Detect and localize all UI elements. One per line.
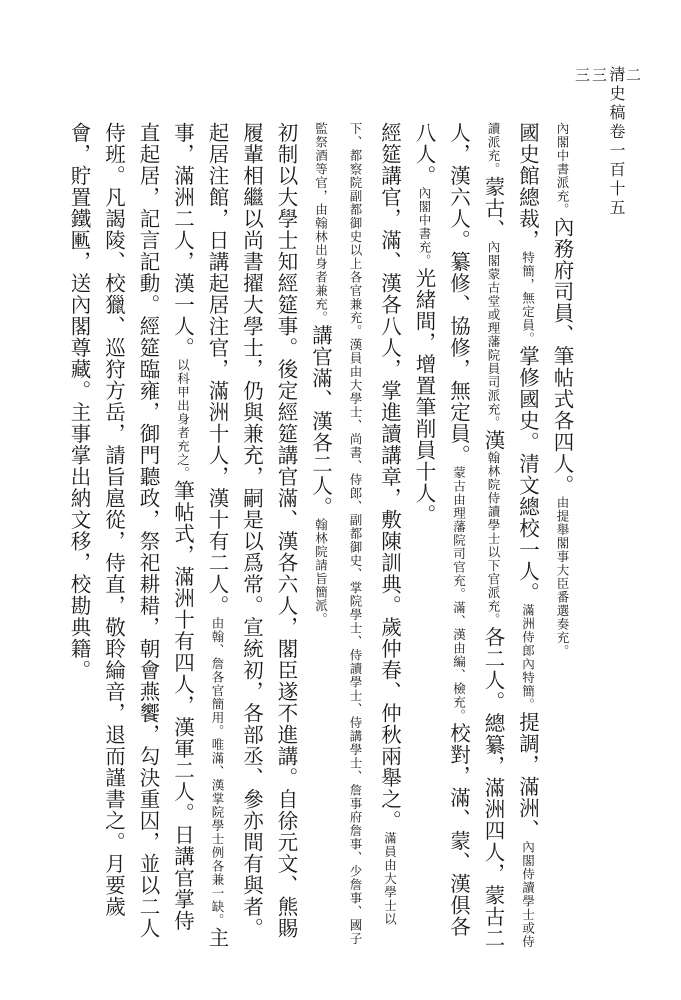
main-text-run: 光緒間，增置筆削員十人。 [412,267,436,526]
annotation: 蒙古由理藩院司官充。滿、漢由編、檢充。 [451,466,467,723]
main-text-run: 主事，滿洲二人，漢一人。 [170,122,229,949]
main-text [67,122,579,952]
paragraph-neige-zhongshu [545,122,580,952]
main-text-run: 各二人。總纂，滿洲四人，蒙古二人，漢六人。纂修、協修，無定員。 [446,122,505,949]
main-text-run: 校對，滿、蒙、漢俱各八人。 [412,122,471,938]
running-header-title: 清史稿卷一百十五 [607,66,626,218]
annotation: 滿員由大學士以下、都察院副都御史以上各官兼充。漢員由大學士、尚書、侍郎、副都御史、掌院學士、侍讀學士、侍講學士、詹事府詹事、少詹事、國子監祭酒等官，由翰林出身者兼充。 [313,122,398,946]
annotation: 以科甲出身者充之。 [175,358,191,480]
annotation: 由翰、詹各官簡用。唯滿、漢掌院學士例各兼一缺。 [210,616,225,927]
annotation: 滿洲侍郎內特簡。 [520,603,536,712]
annotation: 內閣蒙古堂或理藩院員司派充。 [486,240,501,430]
annotation: 由提舉閣事大臣番選奏充。 [555,496,570,658]
annotation: 翰林院侍讀學士以下官派充。 [486,451,501,627]
main-text-run: 初制以大學士知經筵事。後定經筵講官滿、漢各六人，閣臣遂不進講。自徐元文、熊賜履輩相繼以尚書擢大學士，仍與兼充，嗣是以爲常。宣統初，各部丞、參亦間有與者。 [239,122,298,939]
paragraph-jingyan-jiangguan [303,122,407,952]
annotation: 內閣侍讀學士或侍讀派充。 [486,122,536,949]
main-text-run: 提調，滿洲、 [515,711,540,841]
main-text-run: 筆帖式，滿洲十有四人，漢軍二人。日講官掌侍直起居，記言記動。經筵臨雍，御門聽政，祭祀耕耤，朝會燕饗，勾決重囚，並以二人侍班。凡謁陵、校獵、巡狩方岳，請旨扈從，侍直，敬聆綸音，退而謹書之。月要歲會，貯置鐵匭，送內閣尊藏。主事掌出納文移，校勘典籍。 [67,122,195,939]
main-text-run: 國史館總裁， [515,122,540,251]
annotation: 特簡，無定員。 [520,251,536,346]
main-text-run: 漢 [481,429,505,451]
main-text-run: 內務府司員、筆帖式各四人。 [550,216,574,496]
page-number: 三三一二 [575,66,644,84]
main-text-run: 經筵講官，滿、漢各八人，掌進讀講章，敷陳訓典。歲仲春、仲秋兩舉之。 [377,122,402,832]
paragraph-chuzhi [234,122,303,952]
paragraph-guoshiguan [407,122,545,952]
paragraph-qijuzhuguan [62,122,235,952]
main-text-run: 起居注館，日講起居注官，滿洲十人，漢十有二人。 [205,122,229,617]
annotation: 內閣中書派充。 [555,122,570,217]
main-text-run: 蒙古、 [481,176,505,241]
annotation: 內閣中書充。 [417,186,432,268]
annotation: 翰林院請旨簡派。 [313,518,329,626]
main-text-run: 掌修國史。清文總校一人。 [515,345,540,604]
main-text-run: 講官滿、漢各二人。 [308,324,333,518]
